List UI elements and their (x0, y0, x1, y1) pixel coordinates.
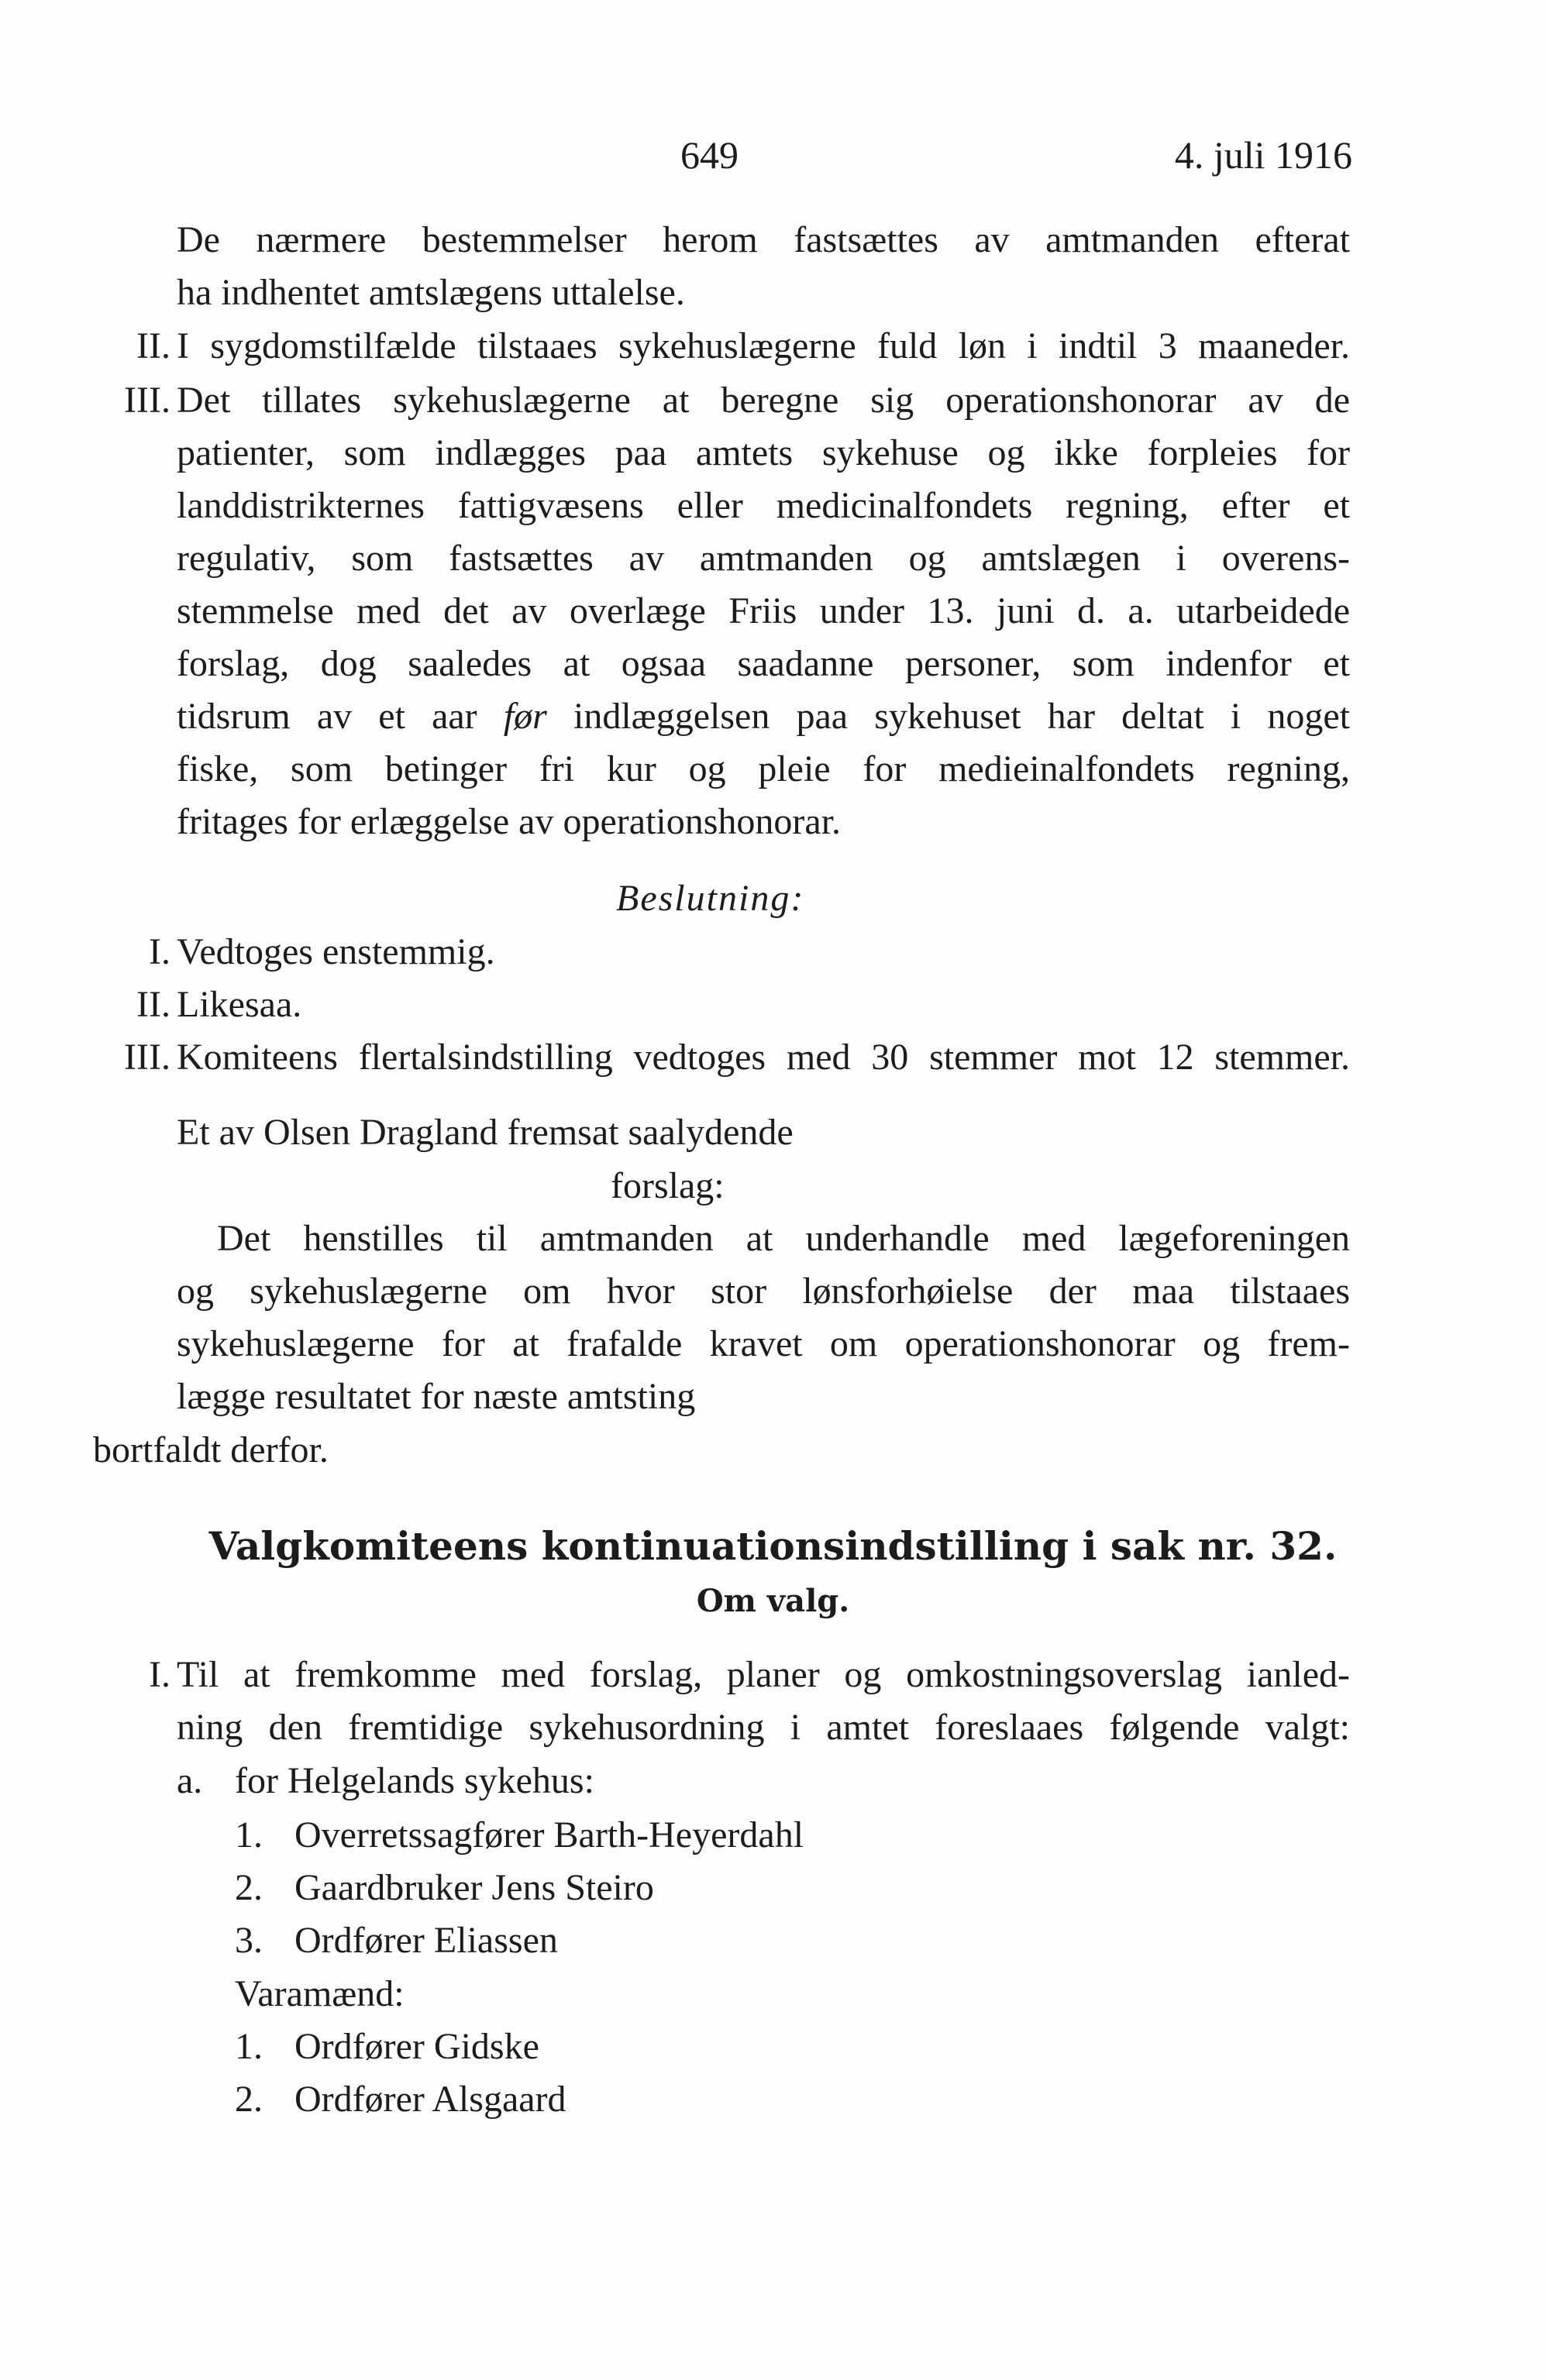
text-fragment: tidsrum av et aar (177, 696, 477, 737)
item-number: II. (136, 984, 170, 1025)
member-number: 3. (235, 1920, 263, 1961)
text-line: forslag, dog saaledes at ogsaa saadanne personer, som indenfor et (177, 643, 1350, 684)
text-line (177, 692, 1350, 741)
text-line: stemmelse med det av overlæge Friis under 13. juni d. a. utarbeidede (177, 590, 1350, 631)
text-line: Til at fremkomme med forslag, planer og omkostningsoverslag ianled- (177, 1654, 1350, 1695)
decision-item (93, 1033, 170, 1082)
text-line: fritages for erlæggelse av operationshonorar. (177, 801, 842, 842)
text-fragment: indlæggelsen paa sykehuset har deltat i noget (573, 696, 1351, 737)
text-line: patienter, som indlægges paa amtets sykehuse og ikke forpleies for (177, 432, 1350, 473)
list-item (93, 376, 170, 425)
decision-text: Komiteens flertalsindstilling vedtoges med 30 stemmer mot 12 stemmer. (177, 1037, 1350, 1078)
text-line: lægge resultatet for næste amtsting (177, 1376, 696, 1417)
section-subheading: Om valg. (696, 1583, 850, 1619)
proposal-outcome: bortfaldt derfor. (93, 1429, 329, 1470)
decision-text: Likesaa. (177, 984, 302, 1025)
page-number: 649 (680, 133, 739, 177)
member-name: Ordfører Eliassen (294, 1920, 558, 1961)
decision-item (93, 980, 170, 1030)
text-line: I sygdomstilfælde tilstaaes sykehuslægerne fuld løn i indtil 3 maaneder. (177, 325, 1350, 366)
text-line: Det tillates sykehuslægerne at beregne sig operationshonorar av de (177, 380, 1350, 421)
deputy-name: Ordfører Alsgaard (294, 2079, 566, 2120)
text-line: De nærmere bestemmelser herom fastsættes av amtmanden efterat (177, 219, 1350, 260)
item-number: III. (124, 1037, 170, 1078)
section-heading: Valgkomiteens kontinuationsindstilling i sak nr. 32. (208, 1523, 1338, 1569)
decision-item (93, 927, 170, 977)
sub-item-label: a. (177, 1760, 203, 1801)
text-line: Det henstilles til amtmanden at underhandle med lægeforeningen (217, 1218, 1350, 1259)
proposal-intro: Et av Olsen Dragland fremsat saalydende (177, 1112, 794, 1153)
list-item (93, 1650, 170, 1700)
text-line: landdistrikternes fattigvæsens eller medicinalfondets regning, efter et (177, 485, 1350, 526)
proposal-label: forslag: (611, 1165, 725, 1206)
text-line: regulativ, som fastsættes av amtmanden og amtslægen i overens- (177, 538, 1350, 579)
text-line: sykehuslægerne for at frafalde kravet om operationshonorar og frem- (177, 1323, 1350, 1364)
item-number: II. (136, 325, 170, 366)
item-number: III. (124, 380, 170, 421)
emphasis-text: før (503, 696, 547, 737)
deputy-name: Ordfører Gidske (294, 2026, 539, 2067)
text-line: og sykehuslægerne om hvor stor lønsforhøielse der maa tilstaaes (177, 1271, 1350, 1312)
text-line: fiske, som betinger fri kur og pleie for medieinalfondets regning, (177, 748, 1350, 789)
decision-title: Beslutning: (616, 878, 805, 919)
member-number: 1. (235, 1814, 263, 1856)
text-line: ha indhentet amtslægens uttalelse. (177, 272, 685, 313)
page-date: 4. juli 1916 (1174, 133, 1352, 177)
decision-text: Vedtoges enstemmig. (177, 931, 495, 972)
item-number: I. (149, 1654, 170, 1695)
member-name: Overretssagfører Barth-Heyerdahl (294, 1814, 804, 1856)
deputy-number: 1. (235, 2026, 263, 2067)
list-item (93, 322, 170, 371)
member-number: 2. (235, 1867, 263, 1908)
sub-item-text: for Helgelands sykehus: (235, 1760, 594, 1801)
deputies-label: Varamænd: (235, 1973, 405, 2014)
item-number: I. (149, 931, 170, 972)
member-name: Gaardbruker Jens Steiro (294, 1867, 654, 1908)
text-line: ning den fremtidige sykehusordning i amtet foreslaaes følgende valgt: (177, 1707, 1350, 1748)
deputy-number: 2. (235, 2079, 263, 2120)
